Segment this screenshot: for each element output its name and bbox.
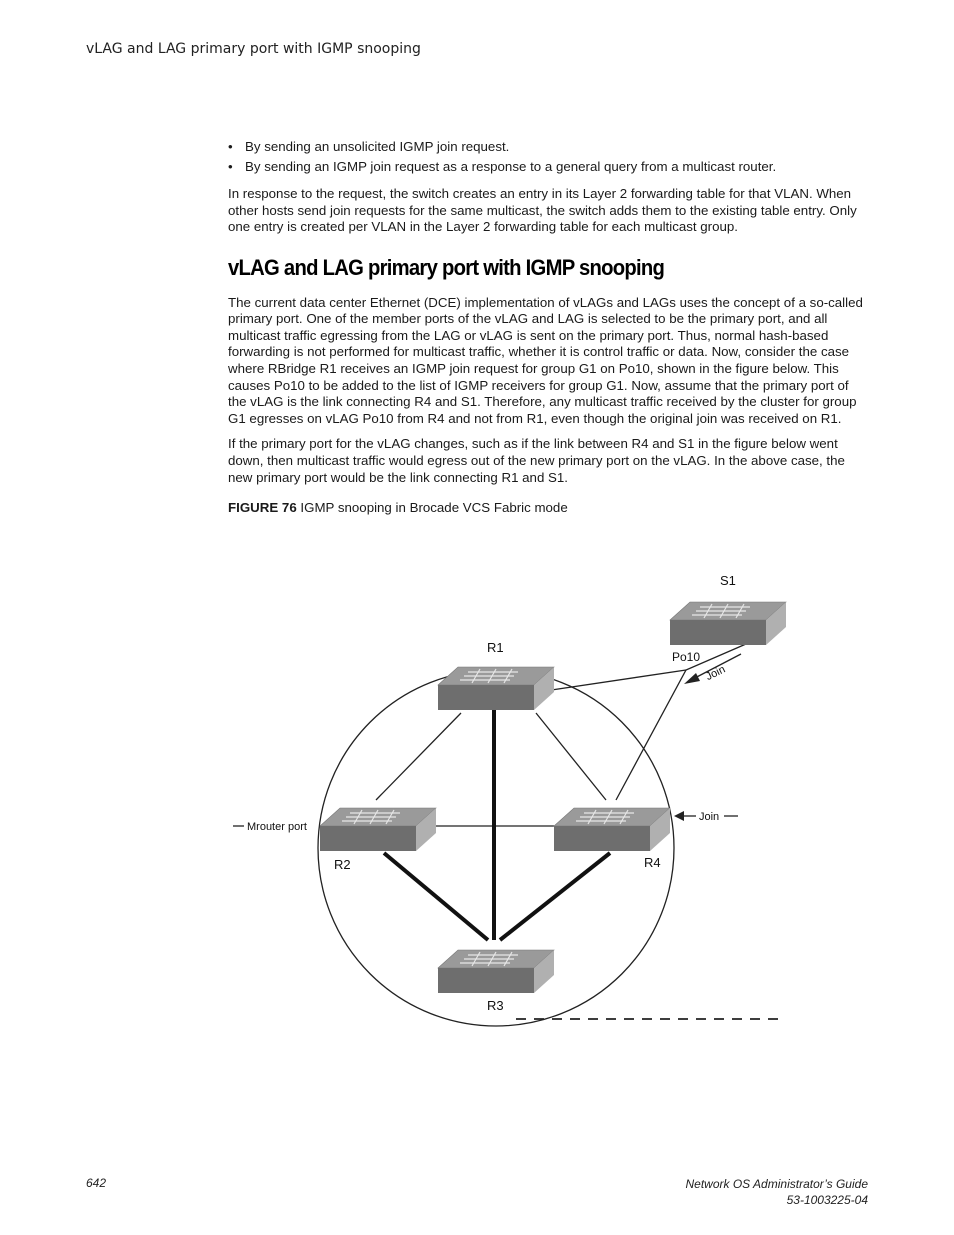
label-r1: R1 — [487, 640, 504, 655]
paragraph: In response to the request, the switch creates an entry in its Layer 2 forwarding table for that VLAN. When other hosts send join requests for the same multicast, the switch adds them to the existing table entry. Only one entry is created per VLAN in the Layer 2 forwarding table for each multicast group. — [228, 186, 857, 235]
label-po10: Po10 — [672, 650, 701, 664]
label-join-right: Join — [699, 811, 720, 823]
network-diagram — [226, 568, 826, 1028]
label-join-top: Join — [703, 663, 728, 684]
list-item: • By sending an unsolicited IGMP join request. — [228, 139, 510, 154]
label-mrouter: Mrouter port — [247, 821, 307, 833]
doc-number: 53-1003225-04 — [786, 1193, 868, 1207]
bullet-list — [228, 139, 868, 175]
list-item-text: By sending an IGMP join request as a response to a general query from a multicast router. — [245, 158, 777, 174]
paragraph: The current data center Ethernet (DCE) implementation of vLAGs and LAGs uses the concept of a so-called primary port. One of the member ports of the vLAG and LAG is selected to be the primary port, and all multicast traffic egressing from the LAG or vLAG is sent on the primary port. Thus, normal hash-based forwarding is not performed for multicast traffic, whether it is control traffic or data. Now, consider the case where RBridge R1 receives an IGMP join request for group G1 on Po10, shown in the figure below. This causes Po10 to be added to the list of IGMP receivers for group G1. Now, assume that the primary port of the vLAG is the link connecting R4 and S1. Therefore, any multicast traffic received by the cluster for group G1 egresses on vLAG Po10 from R4 and not from R1, even though the original join was received on R1. — [228, 294, 863, 426]
list-item: • By sending an IGMP join request as a response to a general query from a multicast router. — [228, 158, 777, 174]
guide-title: Network OS Administrator’s Guide — [685, 1177, 868, 1191]
list-item-text: By sending an unsolicited IGMP join request. — [245, 139, 510, 154]
link-r1-r2 — [376, 713, 461, 800]
page-body — [228, 139, 868, 517]
figure-caption — [228, 500, 868, 517]
section-heading: vLAG and LAG primary port with IGMP snooping — [228, 254, 665, 280]
footer-info — [685, 1176, 868, 1208]
link-r1-s1 — [538, 670, 686, 692]
page-number: 642 — [86, 1176, 107, 1190]
link-r1-r4 — [536, 713, 606, 800]
switch-s1 — [670, 602, 786, 645]
figure-number: FIGURE 76 — [228, 500, 297, 516]
switch-r4 — [554, 808, 670, 851]
running-head: vLAG and LAG primary port with IGMP snooping — [86, 41, 421, 57]
label-r3: R3 — [487, 998, 504, 1013]
link-r4-r3 — [500, 853, 610, 940]
switch-r1 — [438, 667, 554, 710]
link-r2-r3 — [384, 853, 488, 940]
link-r4-s1 — [616, 644, 746, 800]
label-r2: R2 — [334, 857, 351, 872]
switch-r2 — [320, 808, 436, 851]
figure-caption-text: IGMP snooping in Brocade VCS Fabric mode — [300, 500, 568, 516]
label-r4: R4 — [644, 855, 661, 870]
switch-r3 — [438, 950, 554, 993]
paragraph: If the primary port for the vLAG changes, such as if the link between R4 and S1 in the figure below went down, then multicast traffic would egress out of the new primary port on the vLAG. In the above case, the new primary port would be the link connecting R1 and S1. — [228, 436, 845, 485]
label-s1: S1 — [720, 573, 736, 588]
